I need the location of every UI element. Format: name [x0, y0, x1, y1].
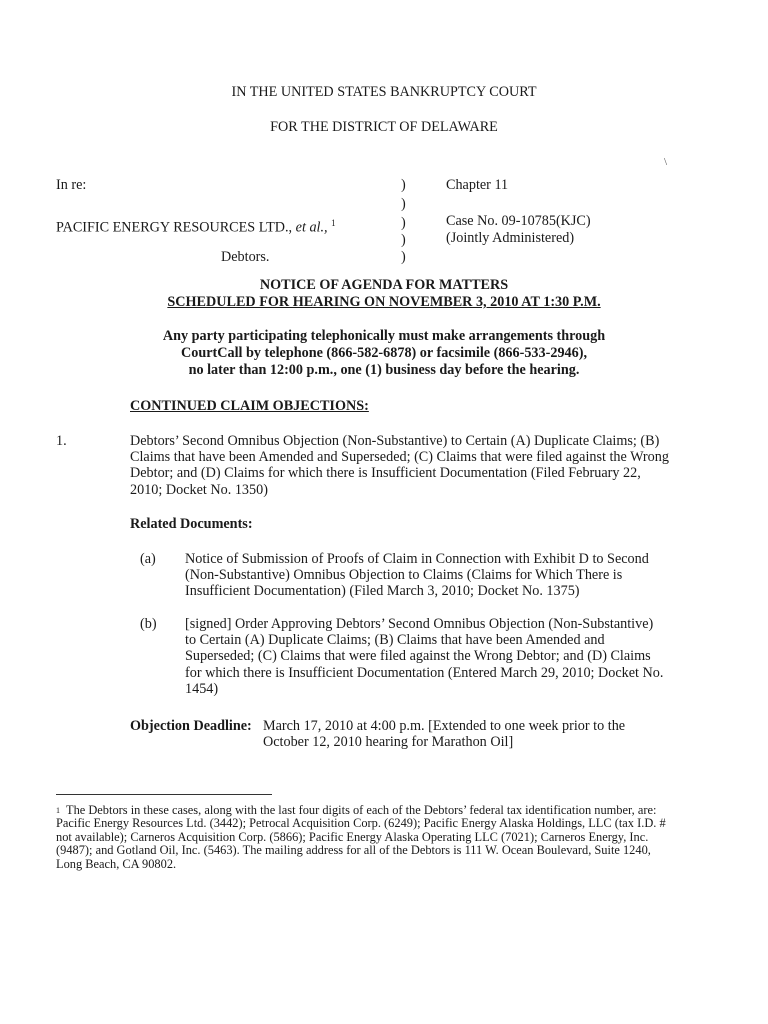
caption-jointly-administered: (Jointly Administered)	[446, 230, 575, 246]
objection-deadline-text: March 17, 2010 at 4:00 p.m. [Extended to one week prior to the October 12, 2010 hearing for Marathon Oil]	[263, 718, 626, 751]
section-heading: CONTINUED CLAIM OBJECTIONS:	[130, 398, 369, 414]
caption-chapter: Chapter 11	[446, 177, 509, 193]
related-doc-a-label: (a)	[140, 551, 156, 567]
notice-title: NOTICE OF AGENDA FOR MATTERS	[259, 277, 509, 293]
related-documents-label: Related Documents:	[130, 516, 253, 532]
caption-case-number: Case No. 09-10785(KJC)	[446, 213, 591, 229]
caption-paren: )	[401, 196, 406, 212]
related-doc-a-text: Notice of Submission of Proofs of Claim in Connection with Exhibit D to Second (Non-Substantive) Omnibus Objection to Claims (Claims for Which There is Insufficient Documentation) (Filed March 3, 2010; Docket No. 1375)	[185, 551, 649, 600]
footnote: $^1$ The Debtors in these cases, along with the last four digits of each of the Debtors’ federal tax identification number, are: Pacific Energy Resources Ltd. (3442); Petrocal Acquisition Corp. (6249); Pacific Energy Alaska Holdings, LLC (tax I.D. # not available); Carneros Acquisition Corp. (5866); Pacific Energy Alaska Operating LLC (7021); Carneros Energy, Inc. (9487); and Gotland Oil, Inc. (5463). The mailing address for all of the Debtors is 111 W. Ocean Boulevard, Suite 1240, Long Beach, CA 90802.	[56, 803, 666, 871]
caption-paren: )	[401, 232, 406, 248]
court-district: FOR THE DISTRICT OF DELAWARE	[270, 119, 498, 135]
item-description: Debtors’ Second Omnibus Objection (Non-Substantive) to Certain (A) Duplicate Claims; (B) Claims that have been Amended and Superseded; (C) Claims that were filed against the Wrong Debtor; and (D) Claims for which there is Insufficient Documentation (Filed February 22, 2010; Docket No. 1350)	[130, 433, 669, 498]
related-doc-b-text: [signed] Order Approving Debtors’ Second Omnibus Objection (Non-Substantive) to Certain (A) Duplicate Claims; (B) Claims that have been Amended and Superseded; (C) Claims that were filed against the Wrong Debtor; and (D) Claims for which there is Insufficient Documentation (Entered March 29, 2010; Docket No. 1454)	[185, 616, 664, 697]
footnote-rule	[56, 794, 272, 795]
caption-paren: )	[401, 177, 406, 193]
notice-hearing-date: SCHEDULED FOR HEARING ON NOVEMBER 3, 2010 AT 1:30 P.M.	[167, 294, 601, 310]
notice-phone-line-2: CourtCall by telephone (866-582-6878) or facsimile (866-533-2946),	[181, 345, 587, 361]
objection-deadline-label: Objection Deadline:	[130, 718, 252, 734]
scan-mark: \	[664, 156, 668, 168]
caption-paren: )	[401, 215, 406, 231]
caption-in-re: In re:	[56, 177, 87, 193]
notice-phone-line-1: Any party participating telephonically must make arrangements through	[162, 328, 606, 344]
court-name: IN THE UNITED STATES BANKRUPTCY COURT	[231, 84, 537, 100]
caption-paren: )	[401, 249, 406, 265]
related-doc-b-label: (b)	[140, 616, 157, 632]
item-number: 1.	[56, 433, 67, 449]
caption-debtors-label: Debtors.	[221, 249, 270, 265]
notice-phone-line-3: no later than 12:00 p.m., one (1) business day before the hearing.	[188, 362, 580, 378]
caption-debtor-name: PACIFIC ENERGY RESOURCES LTD., et al., $^1$	[56, 218, 336, 236]
